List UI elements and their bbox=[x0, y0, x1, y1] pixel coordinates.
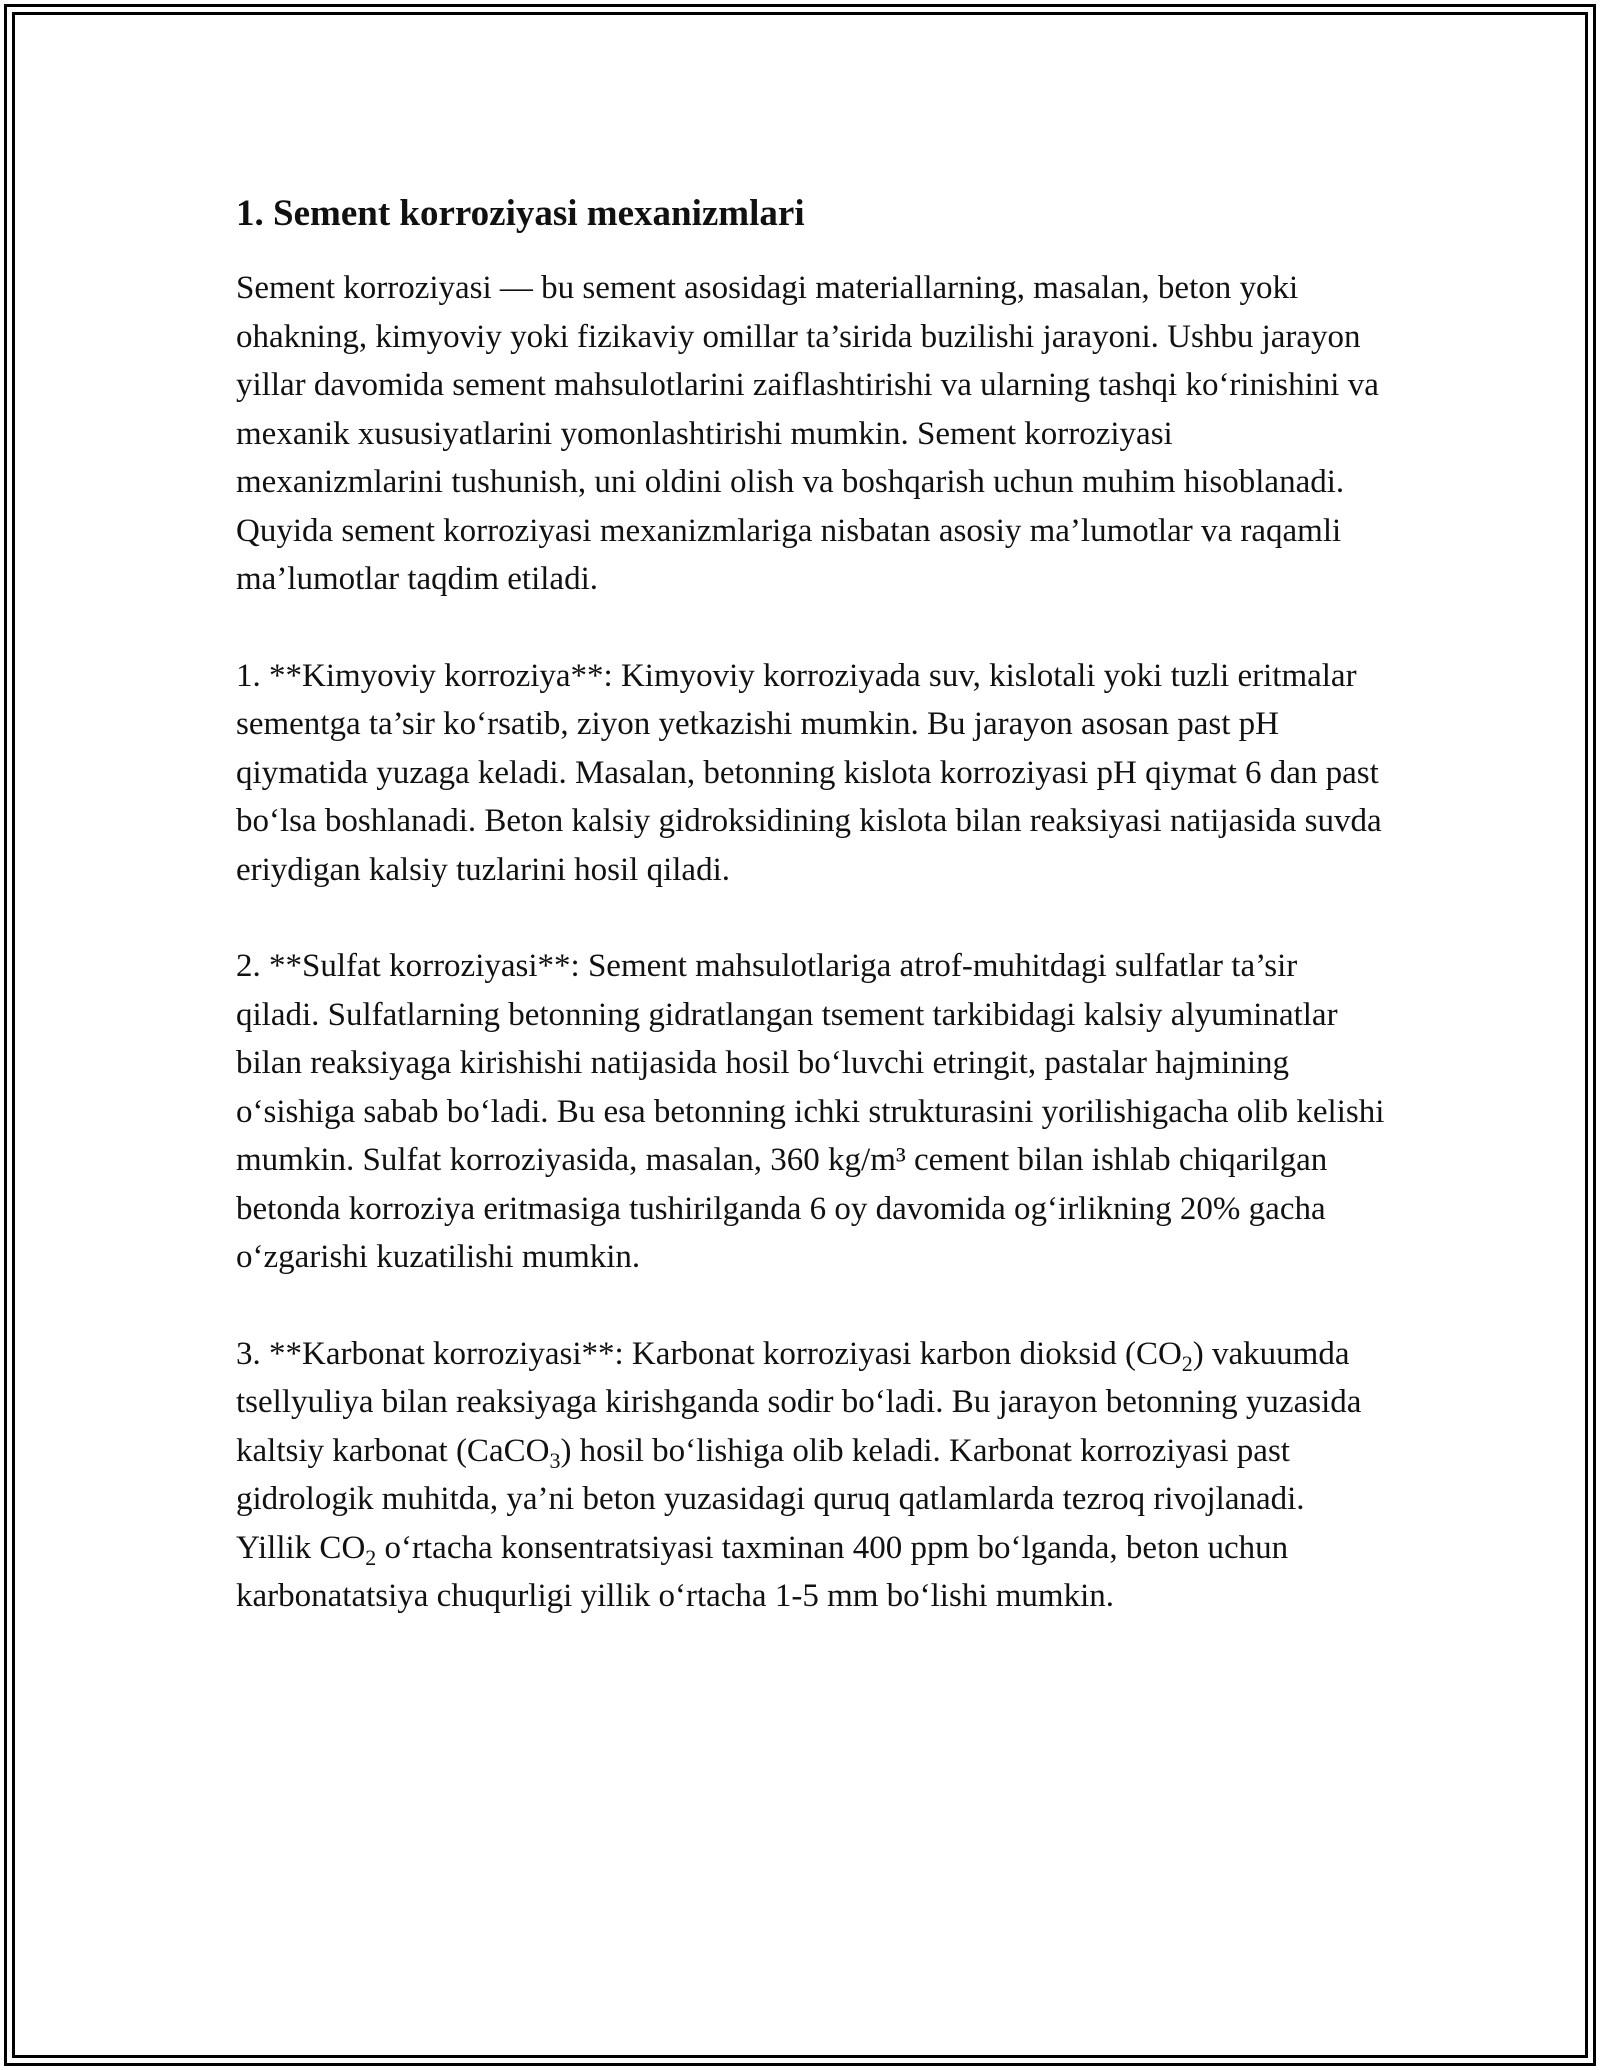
text-segment: oʻrtacha konsentratsiyasi taxminan 400 ppm boʻlganda, beton uchun karbonatatsiya chuqurligi yillik oʻrtacha 1-5 mm boʻlishi mumkin. bbox=[236, 1529, 1289, 1614]
text-segment: 3. **Karbonat korroziyasi**: Karbonat korroziyasi karbon dioksid (CO bbox=[236, 1335, 1182, 1372]
subscript: 2 bbox=[365, 1544, 377, 1570]
carbonate-corrosion-paragraph bbox=[236, 1330, 1386, 1621]
document-body bbox=[236, 188, 1386, 1669]
section-heading: 1. Sement korroziyasi mexanizmlari bbox=[236, 193, 805, 234]
text-segment: ) hosil boʻlishiga olib keladi. Karbonat korroziyasi past gidrologik muhitda, ya’ni beton yuzasidagi quruq qatlamlarda tezroq rivojlanadi. Yillik CO bbox=[236, 1432, 1305, 1566]
text-segment: ) vakuumda tsellyuliya bilan reaksiyaga kirishganda sodir boʻladi. Bu jarayon betonning yuzasida kaltsiy karbonat (CaCO bbox=[236, 1335, 1362, 1469]
sulfate-corrosion-paragraph: 2. **Sulfat korroziyasi**: Sement mahsulotlariga atrof-muhitdagi sulfatlar ta’sir qiladi. Sulfatlarning betonning gidratlangan tsement tarkibidagi kalsiy alyuminatlar bilan reaksiyaga kirishishi natijasida hosil boʻluvchi etringit, pastalar hajmining oʻsishiga sabab boʻladi. Bu esa betonning ichki strukturasini yorilishigacha olib kelishi mumkin. Sulfat korroziyasida, masalan, 360 kg/m³ cement bilan ishlab chiqarilgan betonda korroziya eritmasiga tushirilganda 6 oy davomida ogʻirlikning 20% gacha oʻzgarishi kuzatilishi mumkin. bbox=[236, 948, 1385, 1275]
subscript: 3 bbox=[549, 1447, 561, 1473]
chemical-corrosion-paragraph: 1. **Kimyoviy korroziya**: Kimyoviy korroziyada suv, kislotali yoki tuzli eritmalar sementga ta’sir koʻrsatib, ziyon yetkazishi mumkin. Bu jarayon asosan past pH qiymatida yuzaga keladi. Masalan, betonning kislota korroziyasi pH qiymat 6 dan past boʻlsa boshlanadi. Beton kalsiy gidroksidining kislota bilan reaksiyasi natijasida suvda eriydigan kalsiy tuzlarini hosil qiladi. bbox=[236, 657, 1382, 888]
subscript: 2 bbox=[1181, 1350, 1193, 1376]
intro-paragraph: Sement korroziyasi — bu sement asosidagi materiallarning, masalan, beton yoki ohakning, kimyoviy yoki fizikaviy omillar ta’sirida buzilishi jarayoni. Ushbu jarayon yillar davomida sement mahsulotlarini zaiflashtirishi va ularning tashqi koʻrinishini va mexanik xususiyatlarini yomonlashtirishi mumkin. Sement korroziyasi mexanizmlarini tushunish, uni oldini olish va boshqarish uchun muhim hisoblanadi. Quyida sement korroziyasi mexanizmlariga nisbatan asosiy ma’lumotlar va raqamli ma’lumotlar taqdim etiladi. bbox=[236, 270, 1379, 597]
